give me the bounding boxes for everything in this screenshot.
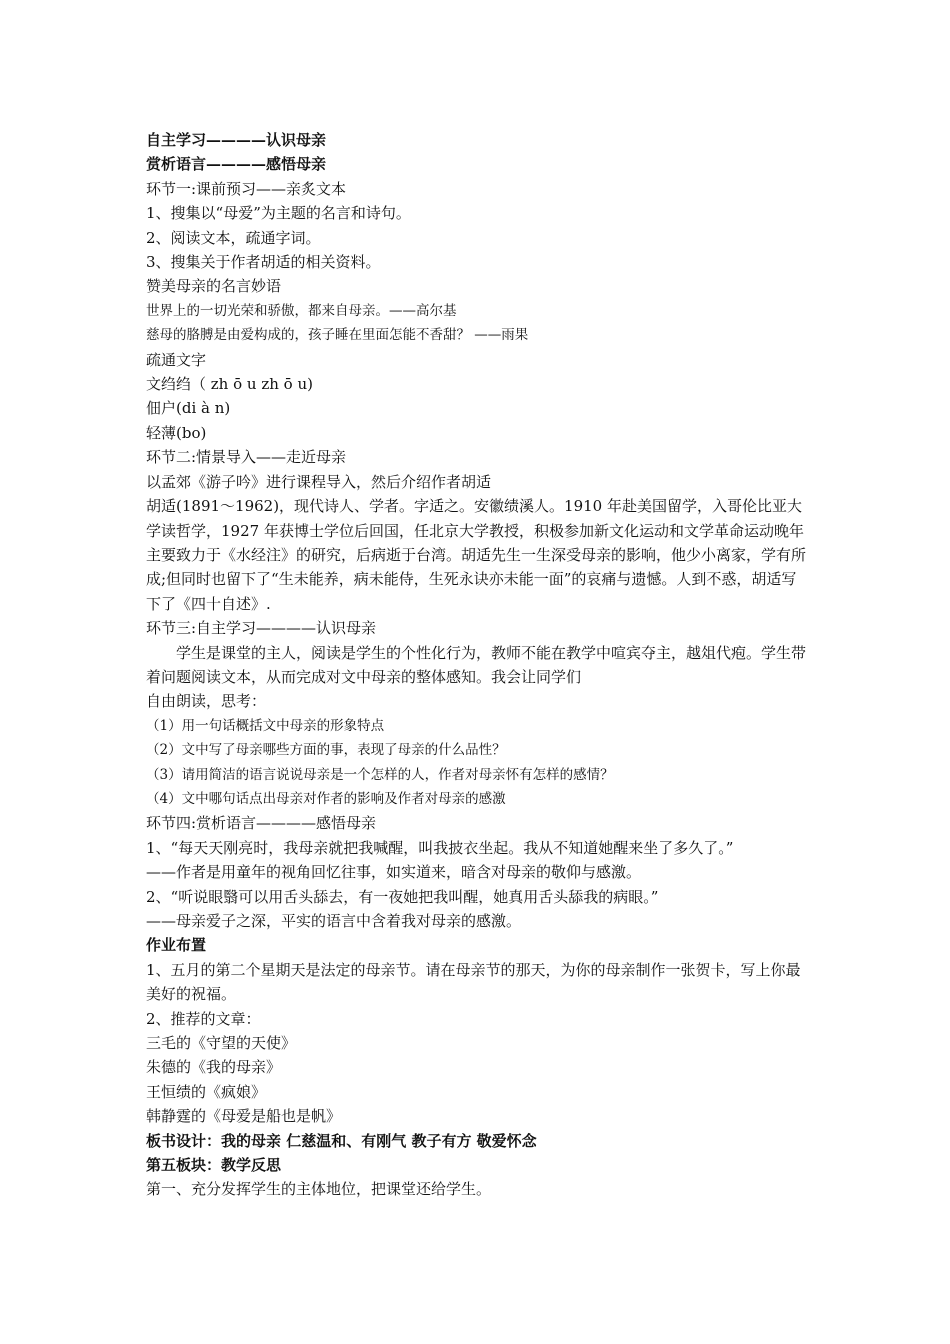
student-centered-paragraph: 学生是课堂的主人，阅读是学生的个性化行为，教师不能在教学中喧宾夺主，越俎代疱。学生带着问题阅读文本，从而完成对文中母亲的整体感知。我会让同学们: [146, 643, 807, 686]
heading-blackboard-design: 板书设计：我的母亲 仁慈温和、有刚气 教子有方 敬爱怀念: [146, 1131, 537, 1150]
heading-appreciate-language: 赏析语言————感悟母亲: [146, 155, 327, 174]
homework-item: 2、推荐的文章：: [146, 1009, 261, 1028]
quote-hugo: 慈母的胳膊是由爱构成的，孩子睡在里面怎能不香甜？ ——雨果: [146, 327, 529, 344]
author-bio-paragraph: 胡适(1891～1962)，现代诗人、学者。字适之。安徽绩溪人。1910 年赴美国留学，入哥伦比亚大学读哲学，1927 年获博士学位后回国，任北京大学教授，积极参加新文化运动和文学革命运动晚年主要致力于《水经注》的研究，后病逝于台湾。胡适先生一生深受母亲的影响，他少小离家，学有所成;但同时也留下了“生未能养，病未能侍，生死永诀亦未能一面”的哀痛与遗憾。人到不惑，胡适写下了《四十自述》.: [146, 497, 807, 613]
analysis-quote: 2、“听说眼翳可以用舌头舔去，有一夜她把我叫醒，她真用舌头舔我的病眼。”: [146, 887, 659, 906]
analysis-comment: ——作者是用童年的视角回忆往事，如实道来，暗含对母亲的敬仰与感激。: [146, 863, 642, 882]
section-four-title: 环节四:赏析语言————感悟母亲: [146, 814, 377, 833]
question-item: （1）用一句话概括文中母亲的形象特点: [146, 717, 385, 734]
vocab-item: 文绉绉（ zh ō u zh ō u): [146, 375, 313, 394]
quote-gorky: 世界上的一切光荣和骄傲，都来自母亲。——高尔基: [146, 302, 457, 319]
list-item: 2、阅读文本，疏通字词。: [146, 228, 321, 247]
vocab-item: 佃户(di à n): [146, 399, 231, 418]
question-item: （3）请用简洁的语言说说母亲是一个怎样的人，作者对母亲怀有怎样的感情？: [146, 766, 614, 783]
reading-instruction: 自由朗读，思考：: [146, 692, 267, 711]
list-item: 1、搜集以“母爱”为主题的名言和诗句。: [146, 204, 411, 223]
reading-list-item: 朱德的《我的母亲》: [146, 1058, 282, 1077]
reading-list-item: 三毛的《守望的天使》: [146, 1034, 297, 1053]
section-one-title: 环节一:课前预习——亲炙文本: [146, 179, 347, 198]
homework-item: 1、五月的第二个星期天是法定的母亲节。请在母亲节的那天，为你的母亲制作一张贺卡，写上你最美好的祝福。: [146, 960, 801, 1004]
vocab-item: 轻薄(bo): [146, 423, 207, 442]
reading-list-item: 王恒绩的《疯娘》: [146, 1082, 267, 1101]
reflection-text: 第一、充分发挥学生的主体地位，把课堂还给学生。: [146, 1180, 492, 1199]
question-item: （4）文中哪句话点出母亲对作者的影响及作者对母亲的感激: [146, 790, 506, 807]
heading-homework: 作业布置: [146, 936, 207, 955]
question-item: （2）文中写了母亲哪些方面的事，表现了母亲的什么品性？: [146, 742, 506, 759]
section-two-title: 环节二:情景导入——走近母亲: [146, 448, 347, 467]
intro-text: 以孟郊《游子吟》进行课程导入，然后介绍作者胡适: [146, 472, 492, 491]
section-three-title: 环节三:自主学习————认识母亲: [146, 619, 377, 638]
subheading-vocabulary: 疏通文字: [146, 350, 207, 369]
reading-list-item: 韩静霆的《母爱是船也是帆》: [146, 1107, 342, 1126]
heading-teaching-reflection: 第五板块：教学反思: [146, 1156, 282, 1175]
document-body: [146, 128, 810, 1202]
list-item: 3、搜集关于作者胡适的相关资料。: [146, 253, 381, 272]
heading-self-study: 自主学习————认识母亲: [146, 131, 327, 149]
subheading-quotes: 赞美母亲的名言妙语: [146, 277, 282, 296]
analysis-quote: 1、“每天天刚亮时，我母亲就把我喊醒，叫我披衣坐起。我从不知道她醒来坐了多久了。”: [146, 838, 734, 857]
analysis-comment: ——母亲爱子之深，平实的语言中含着我对母亲的感激。: [146, 912, 522, 930]
